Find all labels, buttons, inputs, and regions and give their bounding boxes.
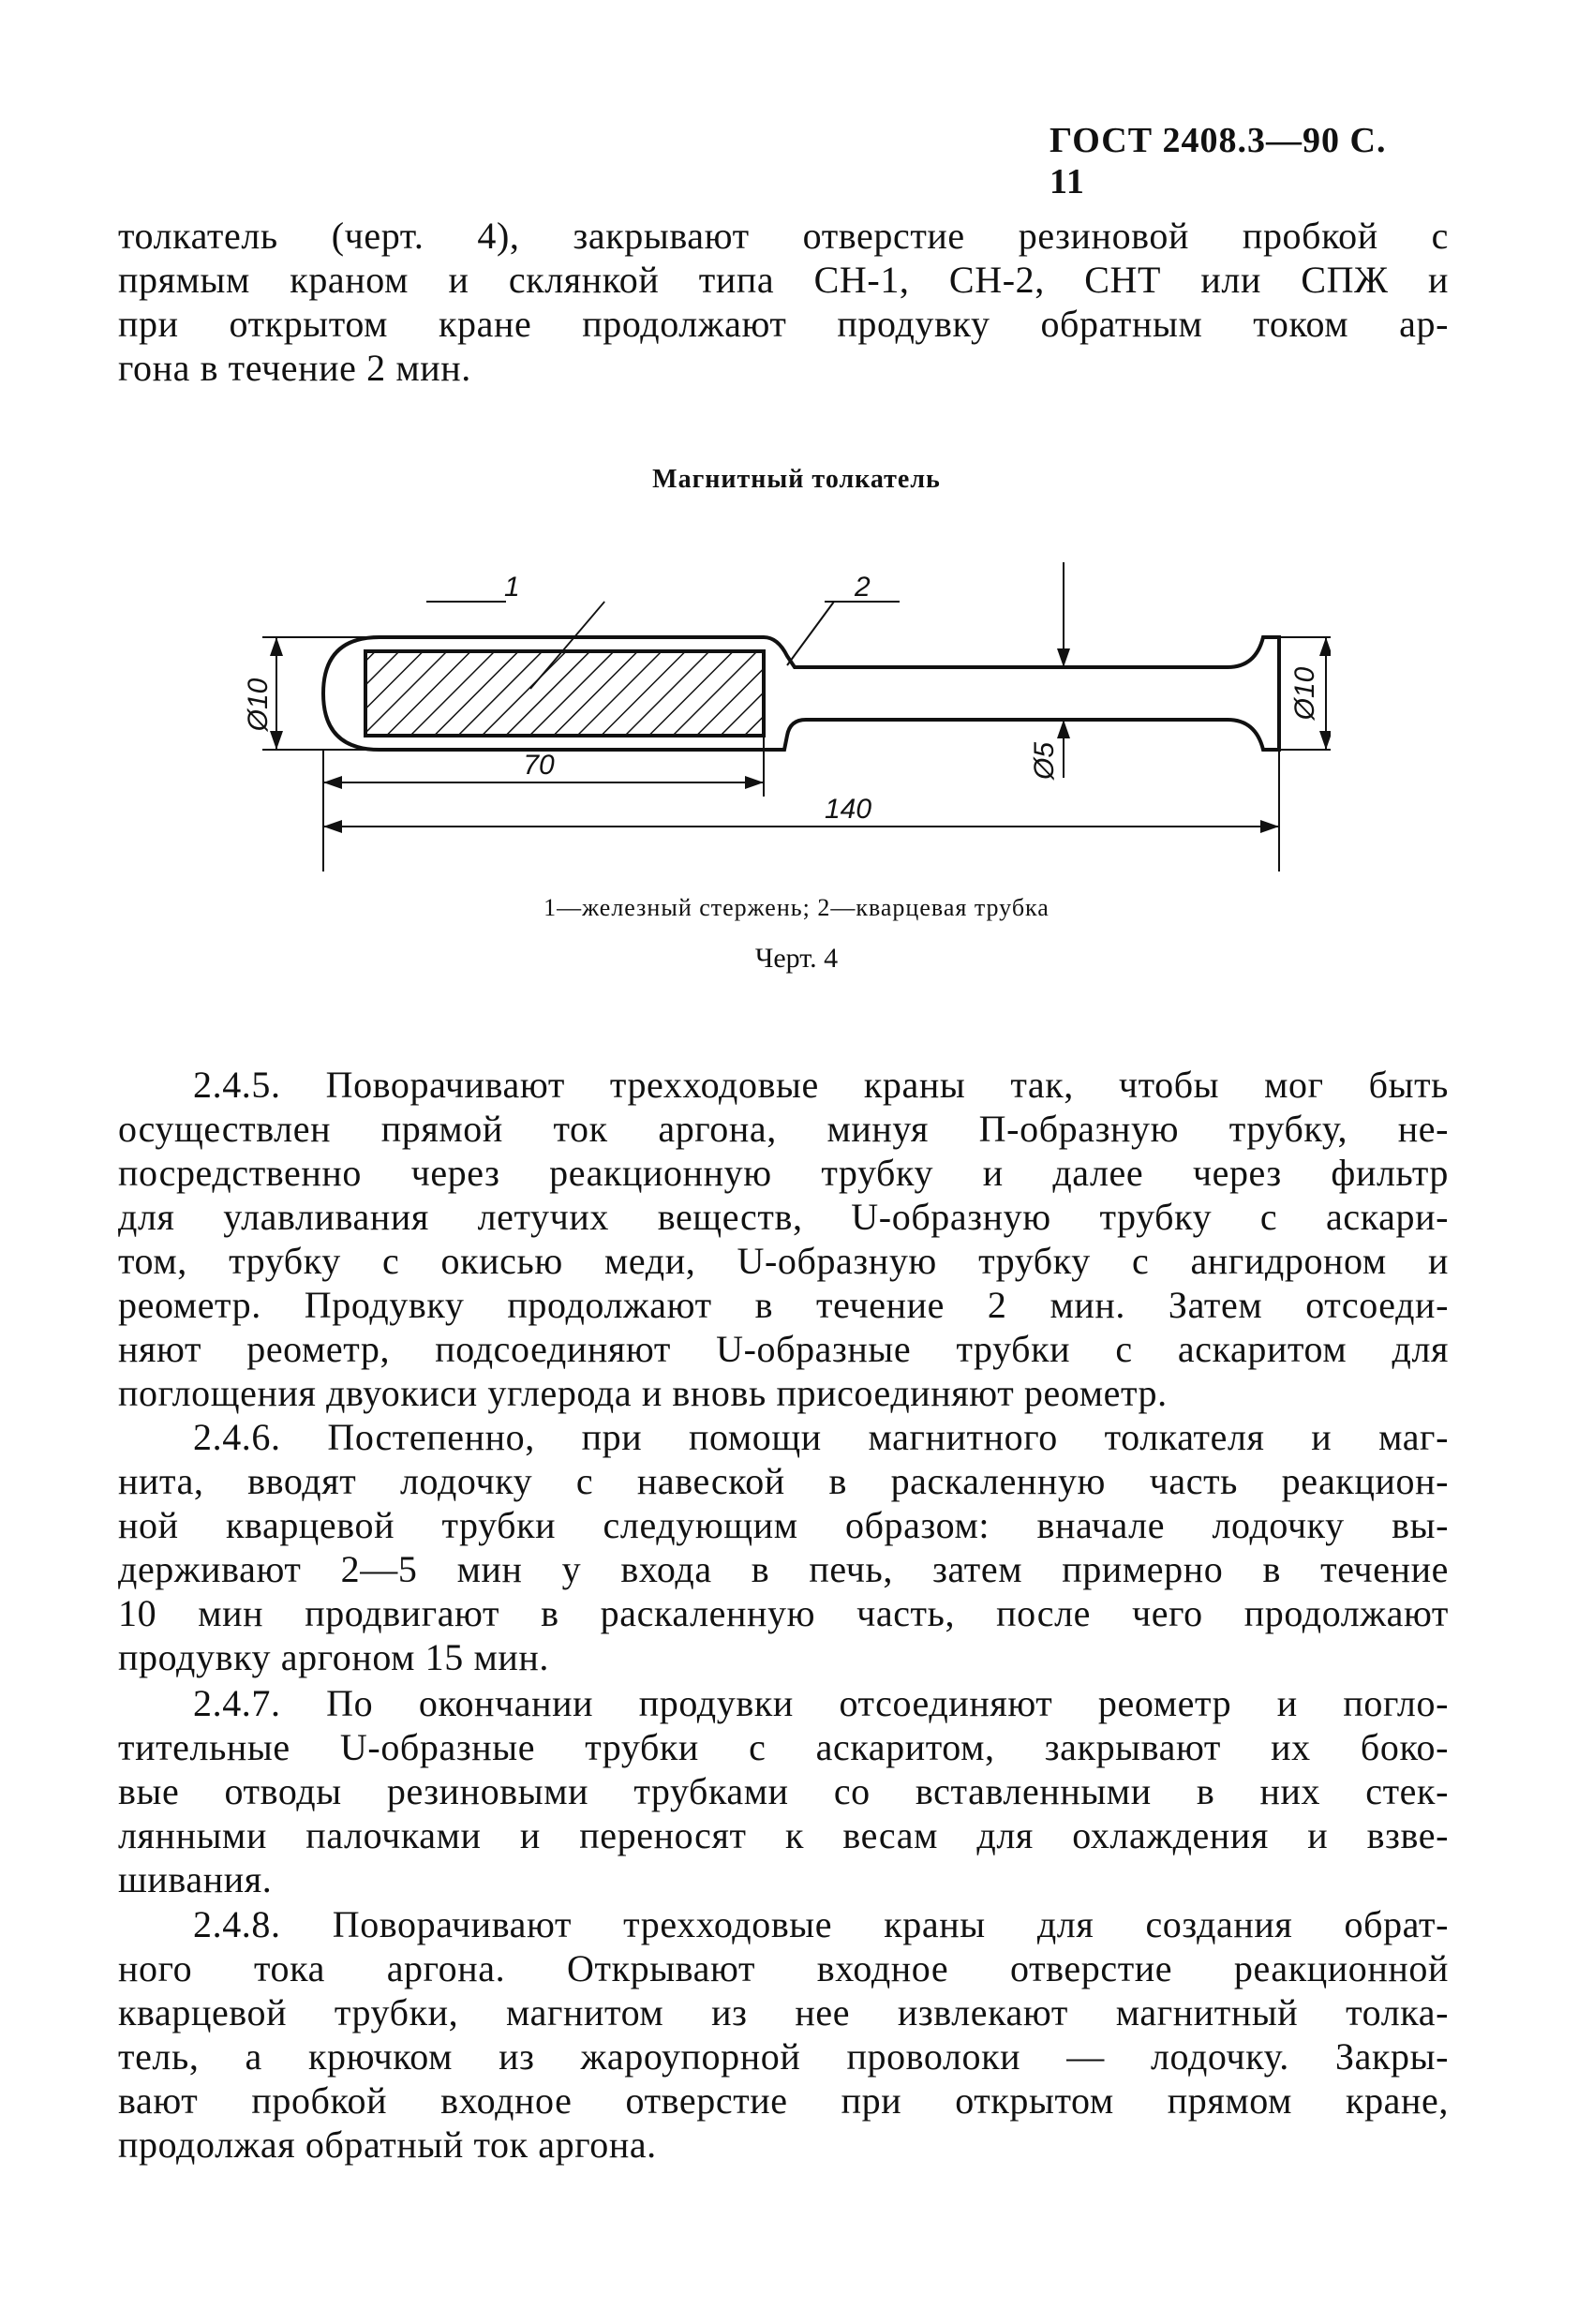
dim-length-total: 140 [824,794,872,825]
text-line: осуществлен прямой ток аргона, минуя П-образную трубку, не- [118,1108,1449,1150]
text-line: вые отводы резиновыми трубками со вставленными в них стек- [118,1770,1449,1812]
text-line: продувку аргоном 15 мин. [118,1636,550,1678]
text-line: шивания. [118,1858,273,1900]
text-line: гона в течение 2 мин. [118,347,471,389]
dim-length-rod: 70 [523,750,555,781]
text-line: том, трубку с окисью меди, U-образную трубку с ангидроном и [118,1240,1449,1282]
text-line: 2.4.6. Постепенно, при помощи магнитного толкателя и маг- [193,1416,1449,1458]
text-line: поглощения двуокиси углерода и вновь присоединяют реометр. [118,1372,1168,1414]
text-line: 10 мин продвигают в раскаленную часть, после чего продолжают [118,1592,1449,1634]
text-line: 2.4.5. Поворачивают трехходовые краны так, чтобы мог быть [193,1064,1449,1106]
text-line: 2.4.8. Поворачивают трехходовые краны для создания обрат- [193,1903,1449,1945]
dim-diameter-mid: Ø5 [1029,741,1060,781]
text-line: няют реометр, подсоединяют U-образные трубки с аскаритом для [118,1328,1449,1370]
text-line: при открытом кране продолжают продувку обратным током ар- [118,303,1449,345]
figure-number: Черт. 4 [754,943,839,974]
text-line: прямым краном и склянкой типа СН-1, СН-2, СНТ или СПЖ и [118,259,1449,301]
section-2-4-5 [118,1063,1449,1415]
text-line: лянными палочками и переносят к весам для охлаждения и взве- [118,1814,1449,1856]
text-line: ного тока аргона. Открывают входное отверстие реакционной [118,1947,1449,1989]
figure-caption: 1—железный стержень; 2—кварцевая трубка [543,894,1050,921]
dim-diameter-right: Ø10 [1289,666,1320,721]
text-line: вают пробкой входное отверстие при открытом прямом кране, [118,2079,1449,2122]
text-line: нита, вводят лодочку с навеской в раскаленную часть реакцион- [118,1460,1449,1502]
text-line: посредственно через реакционную трубку и далее через фильтр [118,1152,1449,1194]
section-2-4-7 [118,1681,1449,1901]
text-line: тель, а крючком из жароупорной проволоки — лодочку. Закры- [118,2035,1449,2078]
dim-diameter-left: Ø10 [243,678,274,732]
callout-2: 2 [855,572,871,603]
text-line: продолжая обратный ток аргона. [118,2123,657,2166]
section-2-4-6 [118,1415,1449,1679]
text-line: тительные U-образные трубки с аскаритом, закрывают их боко- [118,1726,1449,1768]
figure-title: Магнитный толкатель [652,465,941,494]
magnetic-pusher-drawing [225,562,1331,872]
text-line: реометр. Продувку продолжают в течение 2 мин. Затем отсоеди- [118,1284,1449,1326]
iron-rod [365,651,764,736]
intro-paragraph [118,214,1449,390]
text-line: держивают 2—5 мин у входа в печь, затем примерно в течение [118,1548,1449,1590]
text-line: 2.4.7. По окончании продувки отсоединяют реометр и погло- [193,1682,1449,1724]
text-line: ной кварцевой трубки следующим образом: вначале лодочку вы- [118,1504,1449,1546]
callout-1: 1 [504,572,520,603]
page-header: ГОСТ 2408.3—90 С. 11 [1050,121,1387,201]
text-line: кварцевой трубки, магнитом из нее извлекают магнитный толка- [118,1991,1449,2034]
text-line: для улавливания летучих веществ, U-образную трубку с аскари- [118,1196,1449,1238]
text-line: толкатель (черт. 4), закрывают отверстие резиновой пробкой с [118,215,1449,257]
section-2-4-8 [118,1902,1449,2167]
